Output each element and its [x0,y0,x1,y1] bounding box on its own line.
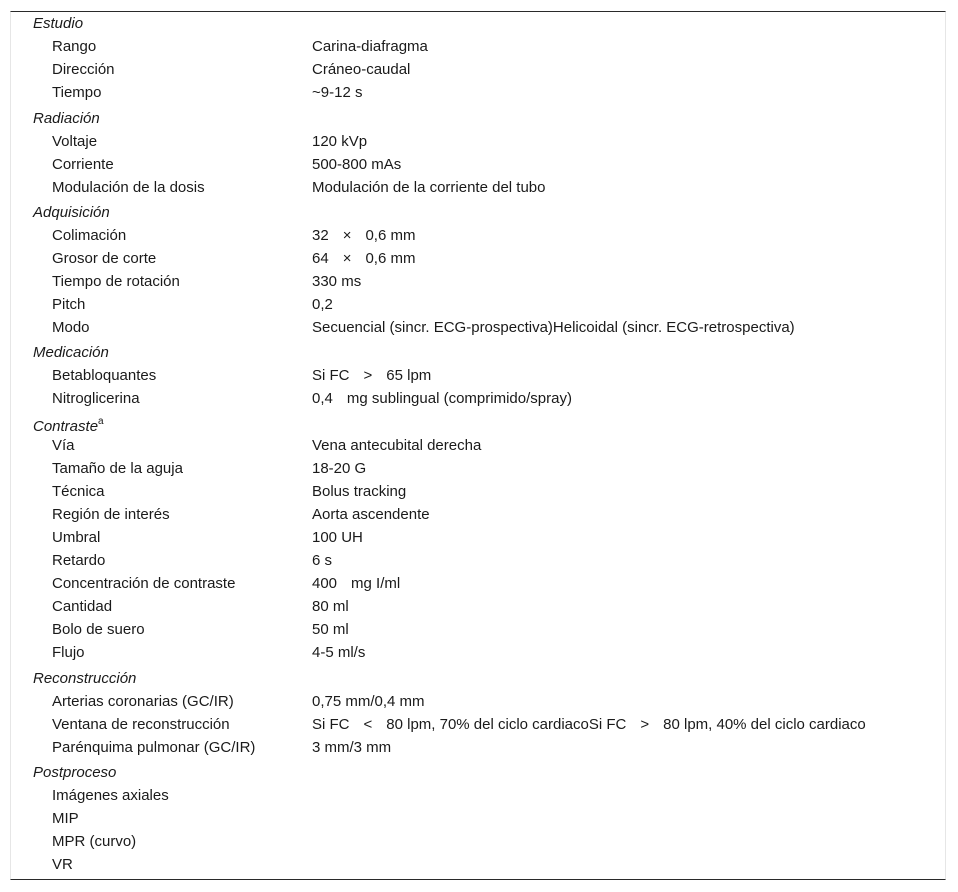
row-label: Imágenes axiales [52,787,169,804]
row-value: Carina-diafragma [312,38,428,55]
row-label: Pitch [52,296,86,313]
footnote-marker: a [98,416,104,427]
row-value: 500-800 mAs [312,156,402,173]
section-title-text: Contraste [33,418,99,435]
row-value: 4-5 ml/s [312,644,366,661]
row-label: Flujo [52,644,85,661]
row-label: Ventana de reconstrucción [52,716,230,733]
row-value [312,388,572,410]
row-value: Bolus tracking [312,483,407,500]
row-value [312,248,415,270]
row-label: Técnica [52,483,105,500]
protocol-table [10,11,946,880]
row-label: Umbral [52,529,101,546]
row-label: Tiempo [52,84,102,101]
section-title-text: Reconstrucción [33,670,137,687]
row-label: MIP [52,810,79,827]
operator: < [363,716,373,733]
operator: × [342,250,352,267]
row-value: Secuencial (sincr. ECG-prospectiva)Helicoidal (sincr. ECG-retrospectiva) [312,319,795,336]
row-value: Vena antecubital derecha [312,437,482,454]
row-label: Tiempo de rotación [52,273,180,290]
row-value [312,573,400,595]
operator: > [640,716,650,733]
value-part: 80 lpm, 70% del ciclo cardiacoSi FC [386,716,627,733]
section-title-text: Estudio [33,15,84,32]
row-label: Colimación [52,227,127,244]
section-title [33,13,83,35]
row-value: Cráneo-caudal [312,61,411,78]
value-part: mg I/ml [351,575,401,592]
row-label: Dirección [52,61,115,78]
section-title [33,668,136,690]
section-title [33,108,100,130]
section-title [33,202,110,224]
row-label: Arterias coronarias (GC/IR) [52,693,234,710]
value-part: Si FC [312,367,350,384]
value-part: 64 [312,250,329,267]
row-label: Bolo de suero [52,621,145,638]
row-label: Retardo [52,552,106,569]
row-value: 6 s [312,552,333,569]
row-label: Vía [52,437,75,454]
row-value [312,225,415,247]
value-part: 80 lpm, 40% del ciclo cardiaco [663,716,866,733]
row-label: Voltaje [52,133,98,150]
row-value: 50 ml [312,621,349,638]
section-title [33,762,116,784]
row-value: ~9-12 s [312,84,363,101]
operator: × [342,227,352,244]
row-value: 120 kVp [312,133,368,150]
row-value: 330 ms [312,273,362,290]
row-label: Parénquima pulmonar (GC/IR) [52,739,256,756]
row-value: 0,75 mm/0,4 mm [312,693,425,710]
row-label: Tamaño de la aguja [52,460,183,477]
value-part: mg sublingual (comprimido/spray) [346,390,572,407]
value-part: 0,4 [312,390,333,407]
section-title-text: Medicación [33,344,109,361]
row-value: 3 mm/3 mm [312,739,392,756]
section-title-text: Radiación [33,110,100,127]
section-title-text: Adquisición [33,204,110,221]
section-title [33,342,109,364]
row-label: Rango [52,38,97,55]
row-label: VR [52,856,73,873]
value-part: 0,6 mm [365,250,416,267]
row-value: 0,2 [312,296,333,313]
row-label: Grosor de corte [52,250,157,267]
row-label: Nitroglicerina [52,390,140,407]
value-part: Si FC [312,716,350,733]
operator: > [363,367,373,384]
row-value [312,714,866,736]
row-label: Región de interés [52,506,170,523]
row-label: Modo [52,319,90,336]
value-part: 65 lpm [386,367,432,384]
value-part: 400 [312,575,338,592]
value-part: 32 [312,227,329,244]
row-value: Modulación de la corriente del tubo [312,179,546,196]
section-title-text: Postproceso [33,764,117,781]
row-value: 18-20 G [312,460,367,477]
row-label: Concentración de contraste [52,575,236,592]
row-value [312,365,431,387]
row-label: MPR (curvo) [52,833,137,850]
row-label: Modulación de la dosis [52,179,205,196]
value-part: 0,6 mm [365,227,416,244]
row-label: Betabloquantes [52,367,157,384]
row-value: 80 ml [312,598,349,615]
row-label: Cantidad [52,598,113,615]
row-label: Corriente [52,156,114,173]
row-value: 100 UH [312,529,363,546]
row-value: Aorta ascendente [312,506,430,523]
